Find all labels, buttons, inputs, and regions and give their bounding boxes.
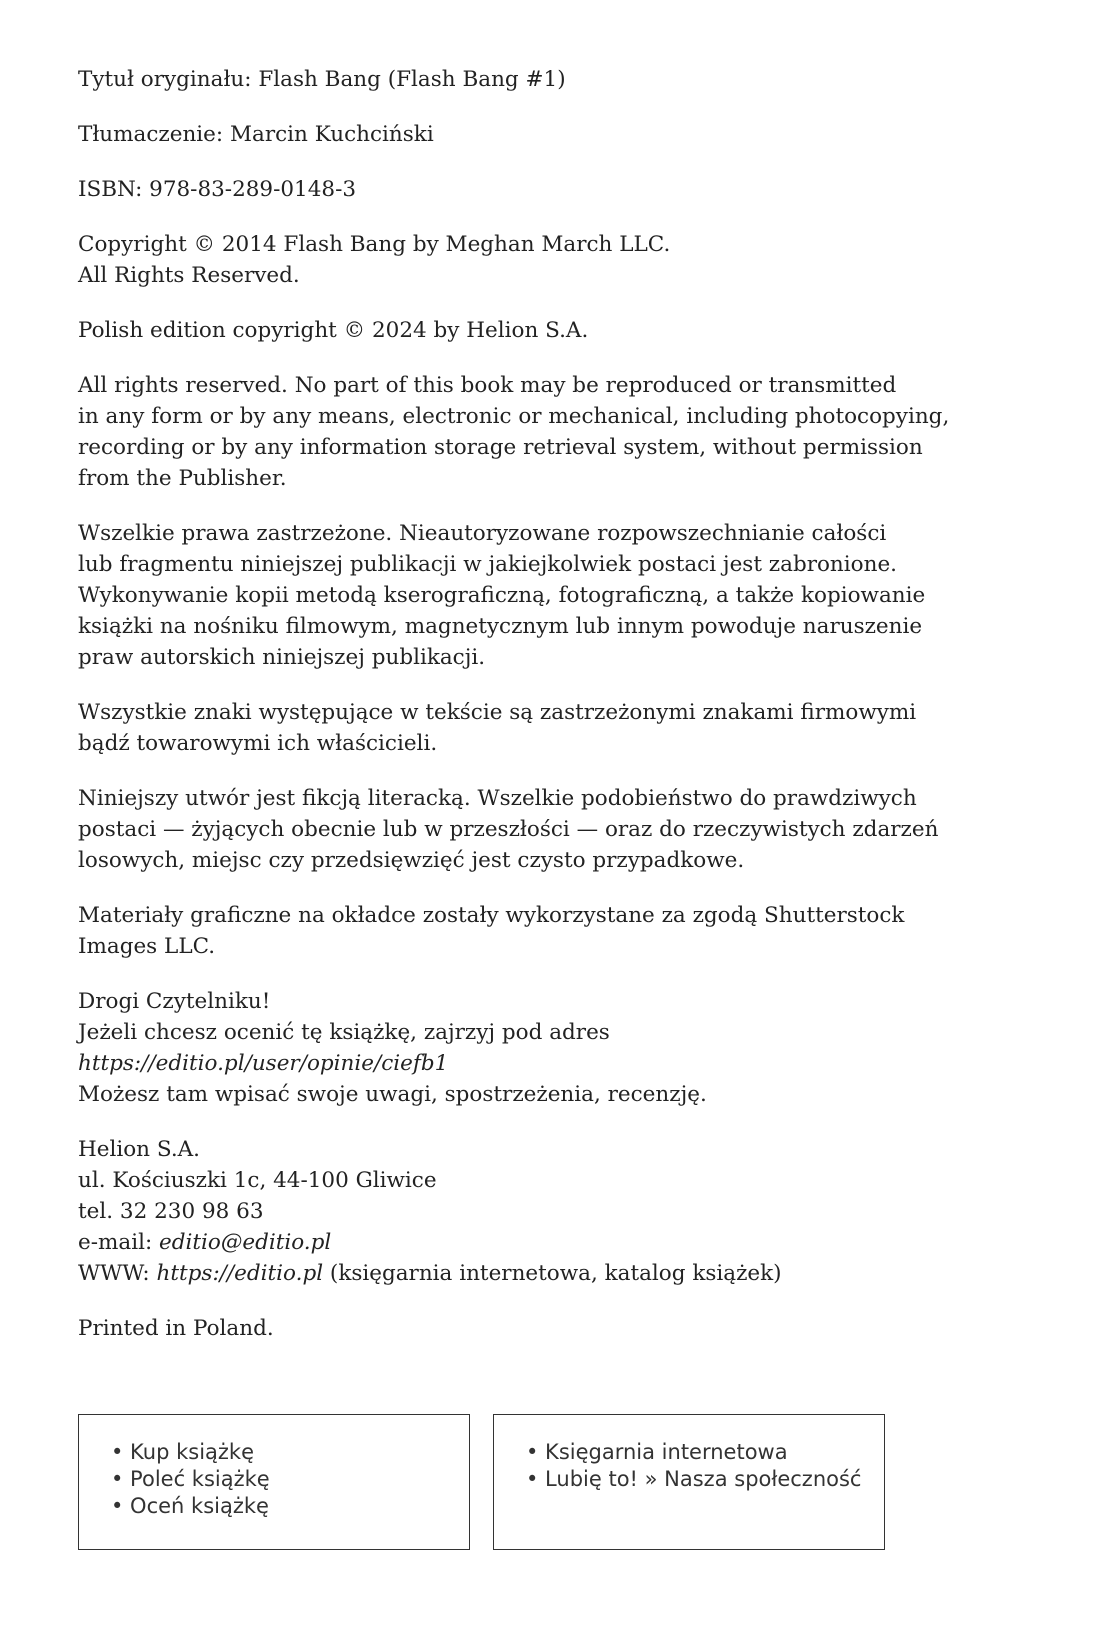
cover-credits (78, 900, 978, 962)
text-line: Niniejszy utwór jest fikcją literacką. Wszelkie podobieństwo do prawdziwych (78, 786, 917, 811)
text-line: in any form or by any means, electronic or mechanical, including photocopying, (78, 404, 950, 429)
publisher-email-line (78, 1227, 978, 1258)
text-line: recording or by any information storage retrieval system, without permission (78, 435, 923, 460)
rights-english (78, 370, 978, 494)
publisher-www-line (78, 1258, 978, 1289)
community-box (493, 1414, 885, 1550)
text-line: Wszelkie prawa zastrzeżone. Nieautoryzowane rozpowszechnianie całości (78, 521, 887, 546)
colophon-page (78, 64, 978, 1368)
community-link[interactable]: • Lubię to! » Nasza społeczność (526, 1467, 862, 1491)
text-line: from the Publisher. (78, 466, 287, 491)
reader-instruction: Jeżeli chcesz ocenić tę książkę, zajrzyj pod adres (78, 1020, 610, 1045)
copyright-line: Copyright © 2014 Flash Bang by Meghan March LLC. (78, 232, 671, 257)
publisher-name: Helion S.A. (78, 1137, 201, 1162)
publisher-phone: tel. 32 230 98 63 (78, 1199, 264, 1224)
text-line: książki na nośniku filmowym, magnetycznym lub innym powoduje naruszenie (78, 614, 923, 639)
book-actions-box (78, 1414, 470, 1550)
www-note: (księgarnia internetowa, katalog książek) (323, 1261, 782, 1286)
isbn: ISBN: 978-83-289-0148-3 (78, 177, 357, 202)
website-link[interactable]: https://editio.pl (156, 1261, 324, 1286)
original-title: Tytuł oryginału: Flash Bang (Flash Bang #1) (78, 67, 566, 92)
buy-book-link[interactable]: • Kup książkę (111, 1440, 255, 1464)
reader-greeting: Drogi Czytelniku! (78, 989, 271, 1014)
rate-book-link[interactable]: • Oceń książkę (111, 1494, 269, 1518)
fiction-notice (78, 783, 978, 876)
copyright-line: All Rights Reserved. (78, 263, 300, 288)
email-link[interactable]: editio@editio.pl (159, 1230, 332, 1255)
text-line: lub fragmentu niniejszej publikacji w jakiejkolwiek postaci jest zabronione. (78, 552, 898, 577)
rights-polish (78, 518, 978, 673)
text-line: praw autorskich niniejszej publikacji. (78, 645, 486, 670)
text-line: Wszystkie znaki występujące w tekście są zastrzeżonymi znakami firmowymi (78, 700, 917, 725)
recommend-book-link[interactable]: • Poleć książkę (111, 1467, 270, 1491)
translator: Tłumaczenie: Marcin Kuchciński (78, 122, 434, 147)
text-line: losowych, miejsc czy przedsięwzięć jest czysto przypadkowe. (78, 848, 745, 873)
publisher-address: ul. Kościuszki 1c, 44-100 Gliwice (78, 1168, 437, 1193)
trademarks-notice (78, 697, 978, 759)
text-line: postaci — żyjących obecnie lub w przeszłości — oraz do rzeczywistych zdarzeń (78, 817, 939, 842)
copyright-notice (78, 229, 978, 291)
text-line: Images LLC. (78, 934, 216, 959)
reader-message (78, 986, 978, 1110)
bookstore-link[interactable]: • Księgarnia internetowa (526, 1440, 788, 1464)
publisher-info (78, 1134, 978, 1289)
text-line: Materiały graficzne na okładce zostały wykorzystane za zgodą Shutterstock (78, 903, 905, 928)
email-label: e-mail: (78, 1230, 160, 1255)
review-link[interactable]: https://editio.pl/user/opinie/ciefb1 (78, 1051, 449, 1076)
text-line: All rights reserved. No part of this book may be reproduced or transmitted (78, 373, 897, 398)
reader-invitation: Możesz tam wpisać swoje uwagi, spostrzeżenia, recenzję. (78, 1082, 707, 1107)
text-line: Wykonywanie kopii metodą kserograficzną, fotograficzną, a także kopiowanie (78, 583, 926, 608)
text-line: bądź towarowymi ich właścicieli. (78, 731, 438, 756)
www-label: WWW: (78, 1261, 157, 1286)
printed-in: Printed in Poland. (78, 1316, 274, 1341)
polish-copyright: Polish edition copyright © 2024 by Helion S.A. (78, 318, 589, 343)
link-boxes (78, 1414, 898, 1554)
